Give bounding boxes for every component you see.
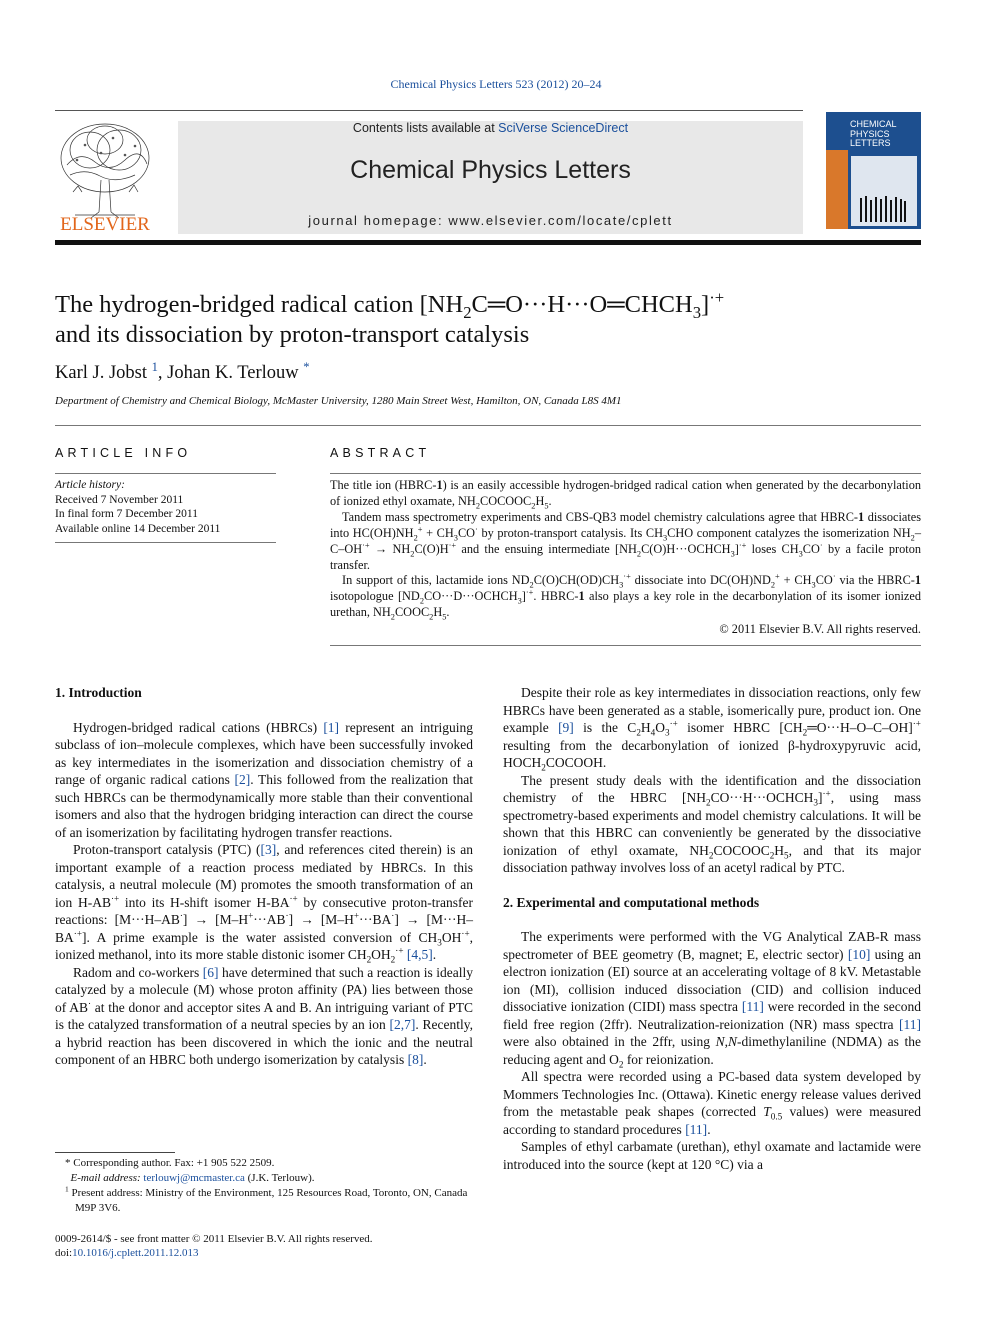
publisher-wordmark: ELSEVIER bbox=[60, 214, 150, 235]
front-matter bbox=[55, 1232, 373, 1260]
article-history: Article history: Received 7 November 2011 In final form 7 December 2011 Available online 14 December 2011 bbox=[55, 479, 221, 535]
footnotes bbox=[55, 1156, 473, 1216]
section-heading: 2. Experimental and computational methods bbox=[503, 894, 760, 910]
abstract-heading: ABSTRACT bbox=[330, 446, 431, 460]
reference-link[interactable]: [4,5] bbox=[406, 947, 433, 962]
journal-citation-link[interactable]: Chemical Physics Letters 523 (2012) 20–24 bbox=[390, 77, 602, 91]
reference-link[interactable]: [8] bbox=[407, 1052, 424, 1067]
author-name: Karl J. Jobst bbox=[55, 363, 147, 383]
reference-link[interactable]: [3] bbox=[260, 842, 277, 857]
elsevier-logo bbox=[55, 120, 155, 235]
journal-homepage[interactable]: journal homepage: www.elsevier.com/locate/cplett bbox=[308, 213, 673, 228]
corresponding-marker[interactable]: * bbox=[303, 359, 310, 374]
sciencedirect-link[interactable]: SciVerse ScienceDirect bbox=[498, 121, 629, 135]
footnote-email: E-mail address: terlouwj@mcmaster.ca (J.K. Terlouw). bbox=[70, 1172, 315, 1184]
author-name: Johan K. Terlouw bbox=[167, 363, 299, 383]
cover-title: CHEMICAL PHYSICS LETTERS bbox=[850, 119, 897, 149]
masthead-rule bbox=[55, 240, 921, 245]
divider bbox=[55, 542, 276, 543]
journal-cover-image bbox=[826, 112, 921, 229]
article-info-heading: ARTICLE INFO bbox=[55, 446, 192, 460]
contents-line: Contents lists available at SciVerse ScienceDirect bbox=[352, 121, 629, 135]
email-link[interactable]: terlouwj@mcmaster.ca bbox=[143, 1172, 245, 1184]
reference-link[interactable]: [9] bbox=[558, 720, 574, 735]
reference-link[interactable]: [11] bbox=[741, 999, 764, 1014]
footnote-present-address: $^1$ Present address: Ministry of the Environment, 125 Resources Road, Toronto, ON, Canada M9P 3V6. bbox=[65, 1184, 468, 1214]
body-column-left: 1. Introduction Hydrogen-bridged radical cations (HBRCs) [1] represent an intriguing subclass of ion–molecule complexes, which have been successfully invoked as key intermediates in the isomerization and dissociation chemistry of a range of organic radical cations [2]. This followed from the realization that such HBRCs can be thermodynamically more stable than their conventional isomers and also that the hydrogen bridging interaction can direct the course of an isomerization by facilitating hydrogen transfer reactions. Proton-transport catalysis (PTC) ([3], and references cited therein) is an important example of a reaction process mediated by HBRCs. In this catalysis, a neutral molecule (M) promotes the smooth transformation of an ion H-AB·+ into its H-shift isomer H-BA·+ by consecutive proton-transfer reactions: [M···H–AB·] → [M–H+···AB·] → [M–H+···BA·] → [M···H–BA·+]. A prime example is the water assisted conversion of $CH_3OH^{\cdot+}$, ionized methanol, into its more stable distonic isomer $CH_2OH_2^{\cdot+}$ [4,5]. Radom and co-workers [6] have determined that such a reaction is ideally catalyzed by a molecule (M) whose proton affinity (PA) lies between those of AB· at the donor and acceptor sites A and B. An intriguing variant of PTC is the catalyzed transformation of a neutral species by an ion [2,7]. Recently, a hybrid reaction has been discovered in which the ionic and the neutral component of an HBRC both undergo isomerization by catalysis [8]. bbox=[55, 685, 474, 1067]
reference-link[interactable]: [6] bbox=[202, 964, 219, 980]
divider bbox=[330, 473, 921, 474]
abstract-body: The title ion (HBRC-1) is an easily accessible hydrogen-bridged radical cation when generated by the decarbonylation of ionized ethyl oxamate, $NH_2COCOOC_2H_5$. Tandem mass spectrometry experiments and CBS-QB3 model chemistry calculations agree that HBRC-1 dissociates into $HC(OH)NH_2^+ + CH_3CO^\cdot$ by proton-transport catalysis. Its $CH_3CHO$ component catalyzes the isomerization $NH_2-C-OH^{\cdot+} \to NH_2C(O)H^{\cdot+}$ and the ensuing intermediate $[NH_2C(O)H\cdot\cdot\cdot OCHCH_3]^{\cdot+}$ loses $CH_3CO^\cdot$ by a facile proton transfer. In support of this, lactamide ions $ND_2C(O)CH(OD)CH_3^{\cdot+}$ dissociate into $DC(OH)ND_2^+ + CH_3CO^\cdot$ via the HBRC-1 isotopologue $[ND_2CO\cdot\cdot\cdot D\cdot\cdot\cdot OCHCH_3]^{\cdot+}$. HBRC-1 also plays a key role in the decarbonylation of its isomer ionized urethan, $NH_2COOC_2H_5$. © 2011 Elsevier B.V. All rights reserved. bbox=[330, 478, 922, 637]
reference-link[interactable]: [2] bbox=[234, 772, 251, 787]
copyright-notice: © 2011 Elsevier B.V. All rights reserved. bbox=[719, 622, 921, 637]
header-rule bbox=[55, 110, 803, 111]
footnote-corresponding: * Corresponding author. Fax: +1 905 522 2509. bbox=[65, 1157, 275, 1169]
elsevier-tree-icon bbox=[55, 120, 155, 235]
section-heading: 1. Introduction bbox=[55, 685, 142, 700]
reference-link[interactable]: [11] bbox=[899, 1016, 921, 1032]
journal-name: Chemical Physics Letters bbox=[350, 156, 631, 184]
article-title: The hydrogen-bridged radical cation $[NH_2C═O\cdot\cdot\cdot H\cdot\cdot\cdot O═CHCH_3]^{\cdot+}$ and its dissociation by proton-transport catalysis bbox=[55, 287, 725, 348]
footnote-marker[interactable]: 1 bbox=[151, 359, 158, 374]
reference-link[interactable]: [1] bbox=[323, 719, 340, 735]
cover-orange-stripe bbox=[826, 150, 848, 229]
body-column-right: Despite their role as key intermediates in dissociation reactions, only few HBRCs have been generated as a stable, isomerically pure, product ion. One example [9] is the $C_2H_4O_3^{\cdot+}$ isomer HBRC $[CH_2═O\cdot\cdot\cdot H-O-C-OH]^{\cdot+}$ resulting from the decarbonylation of ionized β-hydroxypyruvic acid, $HOCH_2COCOOH$. The present study deals with the identification and the dissociation chemistry of the HBRC $[NH_2CO\cdot\cdot\cdot H\cdot\cdot\cdot OCHCH_3]^{\cdot+}$, using mass spectrometry-based experiments and model chemistry calculations. It will be shown that this HBRC can conveniently be generated by the dissociative ionization of ethyl oxamate, $NH_2COCOOC_2H_5$, and that its major dissociation pathway involves loss of an acetyl radical by PTC. 2. Experimental and computational methods The experiments were performed with the VG Analytical ZAB-R mass spectrometer of BEE geometry (B, magnet; E, electric sector) [10] using an electron ionization (EI) source at an accelerating voltage of 8 kV. Metastable ion (MI), collision induced dissociation (CID) and collision induced dissociative ionization (CIDI) mass spectra [11] were recorded in the second field free region (2ffr). Neutralization-reionization (NR) mass spectra [11] were also obtained in the 2ffr, using N,N-dimethylaniline (NDMA) as the reducing agent and $O_2$ for reionization. All spectra were recorded using a PC-based data system developed by Mommers Technologies Inc. (Ottawa). Kinetic energy release values derived from the metastable peak shapes (corrected $T_{0.5}$ values) were measured according to standard procedures [11]. Samples of ethyl carbamate (urethan), ethyl oxamate and lactamide were introduced into the source (kept at 120 °C) via a bbox=[503, 685, 922, 1172]
divider bbox=[55, 425, 921, 426]
divider bbox=[330, 645, 921, 646]
divider bbox=[55, 473, 276, 474]
doi-line: doi:10.1016/j.cplett.2011.12.013 bbox=[55, 1247, 199, 1259]
reference-link[interactable]: [2,7] bbox=[389, 1017, 416, 1032]
reference-link[interactable]: [10] bbox=[847, 946, 871, 962]
footnote-rule bbox=[55, 1152, 175, 1153]
issn-line: 0009-2614/$ - see front matter © 2011 Elsevier B.V. All rights reserved. bbox=[55, 1233, 373, 1245]
author-list: Karl J. Jobst $^1$, Johan K. Terlouw * bbox=[55, 359, 310, 383]
doi-link[interactable]: 10.1016/j.cplett.2011.12.013 bbox=[72, 1247, 199, 1259]
cover-spectra-icon bbox=[858, 194, 908, 222]
reference-link[interactable]: [11] bbox=[685, 1121, 708, 1137]
affiliation: Department of Chemistry and Chemical Biology, McMaster University, 1280 Main Street West, Hamilton, ON, Canada L8S 4M1 bbox=[55, 395, 622, 407]
